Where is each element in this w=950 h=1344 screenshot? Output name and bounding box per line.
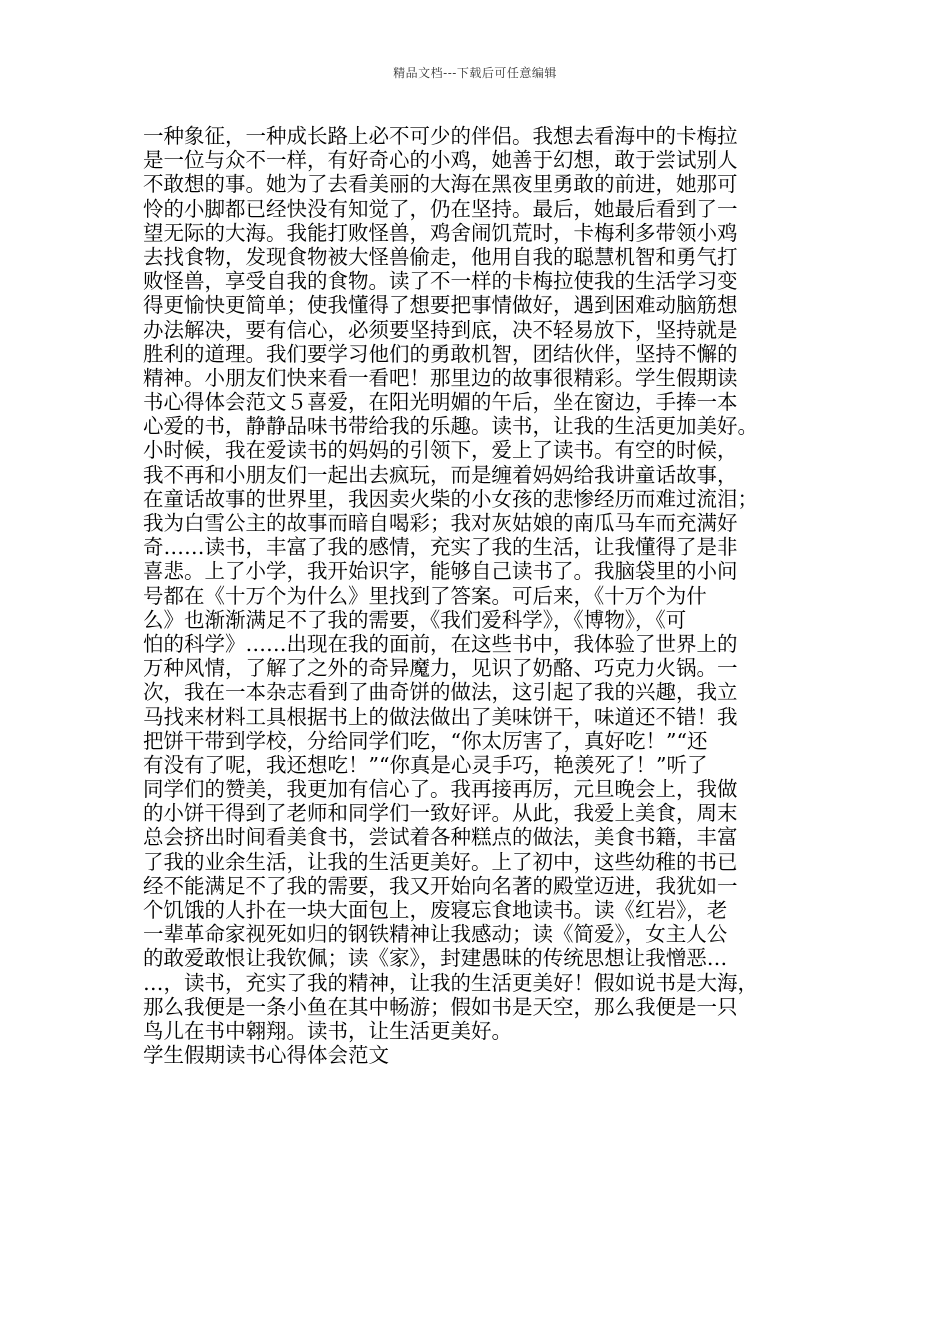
- text-line: 的小饼干得到了老师和同学们一致好评。从此，我爱上美食，周末: [143, 801, 738, 826]
- text-line: 奇……读书，丰富了我的感情，充实了我的生活，让我懂得了是非: [143, 535, 738, 560]
- text-line: 在童话故事的世界里，我因卖火柴的小女孩的悲惨经历而难过流泪；: [143, 486, 758, 511]
- text-line: 经不能满足不了我的需要，我又开始向名著的殿堂迈进，我犹如一: [143, 873, 738, 898]
- text-line: 精神。小朋友们快来看一看吧！那里边的故事很精彩。学生假期读: [143, 365, 738, 390]
- text-line: 了我的业余生活，让我的生活更美好。上了初中，这些幼稚的书已: [143, 849, 738, 874]
- text-line: 怕的科学》……出现在我的面前，在这些书中，我体验了世界上的: [143, 631, 738, 656]
- section-heading: 学生假期读书心得体会范文: [143, 1043, 389, 1068]
- text-line: 是一位与众不一样，有好奇心的小鸡，她善于幻想，敢于尝试别人: [143, 148, 738, 173]
- text-line: 去找食物，发现食物被大怪兽偷走，他用自我的聪慧机智和勇气打: [143, 244, 738, 269]
- text-line: 我不再和小朋友们一起出去疯玩，而是缠着妈妈给我讲童话故事，: [143, 462, 738, 487]
- text-line: 总会挤出时间看美食书，尝试着各种糕点的做法，美食书籍，丰富: [143, 825, 738, 850]
- text-line: 心爱的书，静静品味书带给我的乐趣。读书，让我的生活更加美好。: [143, 414, 758, 439]
- text-line: 一辈革命家视死如归的钢铁精神让我感动；读《简爱》，女主人公: [143, 922, 728, 947]
- text-line: 同学们的赞美，我更加有信心了。我再接再厉，元旦晚会上，我做: [143, 777, 738, 802]
- text-line: 不敢想的事。她为了去看美丽的大海在黑夜里勇敢的前进，她那可: [143, 172, 738, 197]
- text-line: 万种风情，了解了之外的奇异魔力，见识了奶酪、巧克力火锅。一: [143, 656, 738, 681]
- text-line: 么》也渐渐满足不了我的需要，《我们爱科学》，《博物》，《可: [143, 607, 687, 632]
- text-line: 望无际的大海。我能打败怪兽，鸡舍闹饥荒时，卡梅利多带领小鸡: [143, 220, 738, 245]
- text-line: 胜利的道理。我们要学习他们的勇敢机智，团结伙伴，坚持不懈的: [143, 341, 738, 366]
- text-line: 得更愉快更简单；使我懂得了想要把事情做好，遇到困难动脑筋想: [143, 293, 738, 318]
- text-line: 个饥饿的人扑在一块大面包上，废寝忘食地读书。读《红岩》，老: [143, 898, 728, 922]
- text-line: 的敢爱敢恨让我钦佩；读《家》，封建愚昧的传统思想让我憎恶…: [143, 946, 728, 971]
- text-line: 办法解决，要有信心，必须要坚持到底，决不轻易放下，坚持就是: [143, 317, 738, 342]
- document-body: [143, 124, 823, 1067]
- text-line: 我为白雪公主的故事而暗自喝彩；我对灰姑娘的南瓜马车而充满好: [143, 511, 738, 535]
- text-line: 喜悲。上了小学，我开始识字，能够自己读书了。我脑袋里的小问: [143, 559, 738, 584]
- text-line: 马找来材料工具根据书上的做法做出了美味饼干，味道还不错！我: [143, 704, 738, 729]
- text-line: 那么我便是一条小鱼在其中畅游；假如书是天空，那么我便是一只: [143, 994, 738, 1019]
- text-line: 书心得体会范文５喜爱，在阳光明媚的午后，坐在窗边，手捧一本: [143, 390, 738, 415]
- text-line: …，读书，充实了我的精神，让我的生活更美好！假如说书是大海，: [143, 970, 758, 995]
- text-line: 败怪兽，享受自我的食物。读了不一样的卡梅拉使我的生活学习变: [143, 269, 738, 294]
- text-line: 鸟儿在书中翱翔。读书，让生活更美好。: [143, 1018, 512, 1043]
- text-line: 次，我在一本杂志看到了曲奇饼的做法，这引起了我的兴趣，我立: [143, 680, 738, 705]
- text-line: 把饼干带到学校，分给同学们吃，“你太厉害了，真好吃！”“还: [143, 728, 708, 753]
- text-line: 有没有了呢，我还想吃！”“你真是心灵手巧，艳羡死了！”听了: [143, 752, 708, 777]
- page-header: 精品文档---下载后可任意编辑: [393, 66, 557, 80]
- text-line: 小时候，我在爱读书的妈妈的引领下，爱上了读书。有空的时候，: [143, 438, 738, 463]
- text-line: 一种象征，一种成长路上必不可少的伴侣。我想去看海中的卡梅拉: [143, 124, 738, 148]
- text-line: 怜的小脚都已经快没有知觉了，仍在坚持。最后，她最后看到了一: [143, 196, 738, 221]
- text-line: 号都在《十万个为什么》里找到了答案。可后来，《十万个为什: [143, 583, 707, 608]
